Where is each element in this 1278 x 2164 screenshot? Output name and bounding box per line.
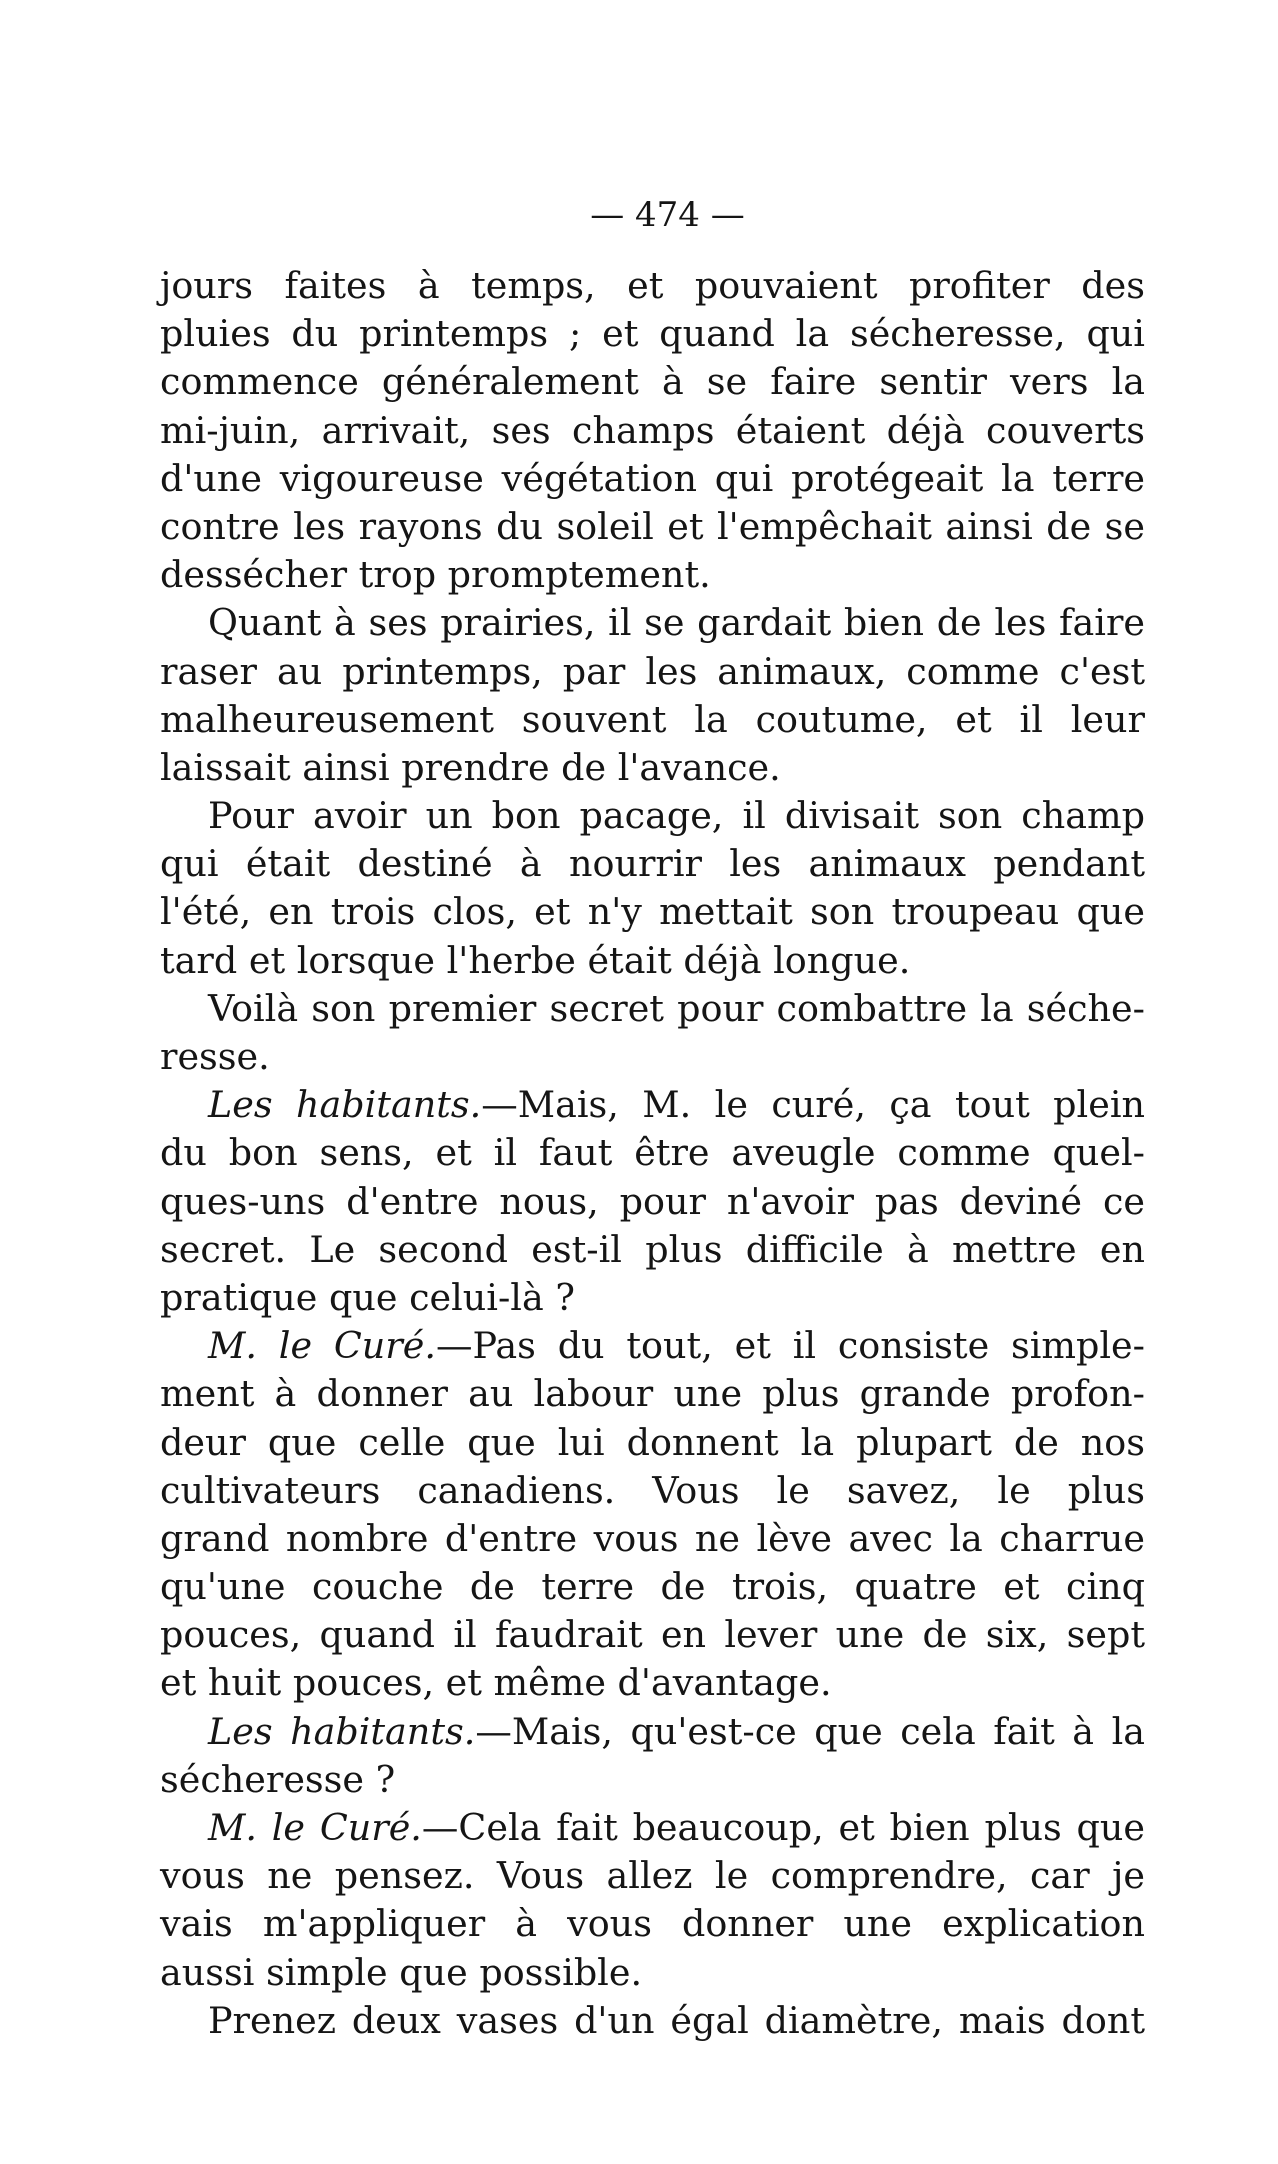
line-text: d'une vigoureuse végétation qui protégeait la terre — [160, 456, 1145, 500]
text-line — [160, 1274, 1145, 1322]
line-text: pratique que celui-là ? — [160, 1275, 575, 1319]
speaker-label: M. le Curé. — [208, 1806, 422, 1849]
line-text: Voilà son premier secret pour combattre la séche- — [208, 986, 1145, 1030]
text-line — [160, 1949, 1145, 1997]
line-text: commence généralement à se faire sentir vers la — [160, 360, 1145, 404]
text-line — [160, 1708, 1145, 1756]
text-line — [160, 1129, 1145, 1177]
text-line — [160, 262, 1145, 310]
speaker-label: Les habitants. — [208, 1709, 476, 1753]
text-line — [160, 648, 1145, 696]
text-line — [160, 744, 1145, 792]
line-text: pouces, quand il faudrait en lever une de six, sept — [160, 1613, 1145, 1657]
line-text: qui était destiné à nourrir les animaux pendant — [160, 842, 1145, 886]
text-line — [160, 1467, 1145, 1515]
text-line — [160, 407, 1145, 455]
text-line — [160, 1370, 1145, 1418]
page-body — [160, 262, 1145, 2045]
line-text: raser au printemps, par les animaux, comme c'est — [160, 649, 1145, 693]
line-text: —Mais, M. le curé, ça tout plein — [481, 1083, 1146, 1127]
text-line — [160, 1563, 1145, 1611]
line-text: vais m'appliquer à vous donner une explication — [160, 1902, 1145, 1946]
line-text: ques-uns d'entre nous, pour n'avoir pas deviné ce — [160, 1179, 1145, 1223]
line-text: tard et lorsque l'herbe était déjà longue. — [160, 938, 911, 982]
book-page — [160, 190, 1145, 2045]
line-text: —Mais, qu'est-ce que cela fait à la — [475, 1709, 1146, 1753]
line-text: pluies du printemps ; et quand la sécheresse, qui — [160, 312, 1145, 356]
text-line — [160, 1659, 1145, 1707]
text-line — [160, 1756, 1145, 1804]
text-line — [160, 985, 1145, 1033]
text-line — [160, 1226, 1145, 1274]
line-text: du bon sens, et il faut être aveugle comme quel- — [160, 1131, 1145, 1175]
line-text: malheureusement souvent la coutume, et il leur — [160, 697, 1145, 741]
text-line — [160, 696, 1145, 744]
text-line — [160, 1515, 1145, 1563]
text-line — [160, 1033, 1145, 1081]
line-text: ment à donner au labour une plus grande profon- — [160, 1372, 1145, 1416]
line-text: secret. Le second est-il plus difficile à mettre en — [160, 1227, 1145, 1271]
line-text: et huit pouces, et même d'avantage. — [160, 1661, 832, 1705]
line-text: aussi simple que possible. — [160, 1950, 643, 1994]
line-text: —Cela fait beaucoup, et bien plus que — [421, 1806, 1146, 1849]
text-line — [160, 358, 1145, 406]
text-line — [160, 1081, 1145, 1129]
line-text: dessécher trop promptement. — [160, 553, 711, 597]
text-line — [160, 1322, 1145, 1370]
text-line — [160, 1804, 1145, 1852]
text-line — [160, 840, 1145, 888]
line-text: l'été, en trois clos, et n'y mettait son troupeau que — [160, 890, 1145, 934]
text-line — [160, 1611, 1145, 1659]
text-line — [160, 310, 1145, 358]
text-line — [160, 792, 1145, 840]
line-text: contre les rayons du soleil et l'empêchait ainsi de se — [160, 504, 1145, 548]
text-line — [160, 1852, 1145, 1900]
text-line — [160, 503, 1145, 551]
line-text: cultivateurs canadiens. Vous le savez, le plus — [160, 1468, 1145, 1512]
page-number: — 474 — — [590, 195, 745, 235]
text-line — [160, 1997, 1145, 2045]
line-text: qu'une couche de terre de trois, quatre et cinq — [160, 1565, 1145, 1609]
line-text: vous ne pensez. Vous allez le comprendre, car je — [160, 1854, 1145, 1898]
text-line — [160, 888, 1145, 936]
line-text: jours faites à temps, et pouvaient profiter des — [160, 264, 1145, 307]
line-text: —Pas du tout, et il consiste simple- — [435, 1324, 1145, 1368]
line-text: grand nombre d'entre vous ne lève avec la charrue — [160, 1516, 1145, 1560]
speaker-label: Les habitants. — [208, 1083, 482, 1127]
text-line — [160, 1419, 1145, 1467]
text-line — [160, 1178, 1145, 1226]
line-text: mi-juin, arrivait, ses champs étaient déjà couverts — [160, 408, 1145, 452]
line-text: Quant à ses prairies, il se gardait bien de les faire — [208, 601, 1145, 645]
line-text: Pour avoir un bon pacage, il divisait son champ — [208, 794, 1145, 838]
line-text: Prenez deux vases d'un égal diamètre, mais dont — [208, 1998, 1145, 2042]
text-line — [160, 937, 1145, 985]
line-text: deur que celle que lui donnent la plupart de nos — [160, 1420, 1145, 1464]
text-line — [160, 1900, 1145, 1948]
line-text: laissait ainsi prendre de l'avance. — [160, 745, 781, 789]
text-line — [160, 455, 1145, 503]
line-text: resse. — [160, 1035, 270, 1078]
text-line — [160, 551, 1145, 599]
line-text: sécheresse ? — [160, 1757, 396, 1801]
speaker-label: M. le Curé. — [208, 1324, 436, 1368]
text-line — [160, 599, 1145, 647]
